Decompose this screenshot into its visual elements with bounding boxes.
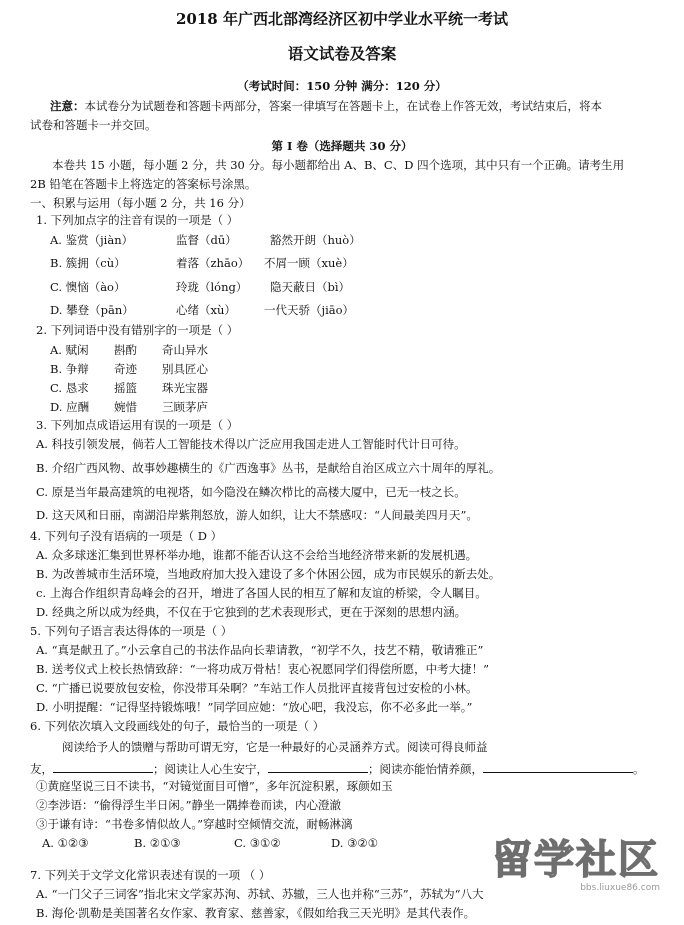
q6-passage-text: ；阅读亦能怡情养颜，: [368, 762, 483, 776]
q1-option: C. 懊恼（ào）: [50, 280, 126, 294]
q2-option: 婉惜: [114, 400, 137, 414]
q6-choice: A. ①②③: [42, 836, 89, 850]
q6-passage-1: 阅读给予人的馈赠与帮助可谓无穷，它是一种最好的心灵涵养方式。阅读可得良师益: [62, 740, 488, 754]
exam-info: （考试时间：150 分钟 满分：120 分）: [237, 79, 447, 93]
exam-subtitle: 语文试卷及答案: [287, 44, 397, 63]
q6-item: ①黄庭坚说三日不读书，“对镜觉面目可憎”，多年沉淀积累，琢颜如玉: [36, 779, 393, 793]
q2-option: C. 恳求: [50, 381, 89, 395]
q1-option: 豁然开朗（huò）: [270, 233, 361, 247]
q6-passage-text: 。: [633, 762, 645, 776]
q6-blank-1: [53, 760, 153, 773]
q4-option: B. 为改善城市生活环境，当地政府加大投入建设了多个休困公园，成为市民娱乐的新去处。: [36, 567, 501, 581]
q6-choice: B. ②①③: [134, 836, 181, 850]
notice-label: 注意：: [50, 99, 85, 113]
q2-option: 三顾茅庐: [162, 400, 208, 414]
q1-option: A. 鉴赏（jiàn）: [50, 233, 134, 247]
q5-option: C. “广播已说要放包安检，你没带耳朵啊？”车站工作人员批评直接背包过安检的小林。: [36, 681, 478, 695]
q2-option: D. 应酬: [50, 400, 90, 414]
q1-option: D. 攀登（pān）: [50, 303, 134, 317]
q3-option: D. 这天风和日丽，南湖沿岸紫荆怒放，游人如织，让大不禁感叹：“人间最美四月天”。: [36, 508, 478, 522]
q1-option: 玲珑（lóng）: [176, 280, 248, 294]
q3-stem: 3. 下列加点成语运用有误的一项是（ ）: [36, 418, 239, 432]
part1-intro-2: 2B 铅笔在答题卡上将选定的答案标号涂黑。: [30, 177, 257, 191]
q2-option: 摇篮: [114, 381, 137, 395]
q5-stem: 5. 下列句子语言表达得体的一项是（ ）: [30, 624, 233, 638]
q7-option: A. “一门父子三词客”指北宋文学家苏洵、苏轼、苏辙，三人也并称“三苏”，苏轼为“八大: [36, 887, 484, 901]
q6-item: ③于谦有诗：“书卷多情似故人。”穿越时空倾情交流，耐畅淋漓: [36, 817, 353, 831]
q2-option: 斟酌: [114, 343, 137, 357]
q1-option: 一代天骄（jiāo）: [264, 303, 355, 317]
notice-line-1: [50, 99, 602, 113]
q5-option: A. “真是献丑了。”小云拿自己的书法作品向长辈请教，“初学不久，技艺不精，敬请雅正”: [36, 643, 484, 657]
q7-option: B. 海伦·凯勒是美国著名女作家、教育家、慈善家，《假如给我三天光明》是其代表作。: [36, 906, 476, 920]
q3-option: B. 介绍广西风物、故事妙趣横生的《广西逸事》丛书，是献给自治区成立六十周年的厚礼。: [36, 461, 501, 475]
watermark-logo: 留学社区: [492, 837, 660, 883]
section-heading: 一、积累与运用（每小题 2 分，共 16 分）: [30, 196, 251, 210]
q2-option: 别具匠心: [162, 362, 208, 376]
q2-option: 奇迹: [114, 362, 137, 376]
q2-option: 珠光宝器: [162, 381, 208, 395]
q6-stem: 6. 下列依次填入文段画线处的句子，最恰当的一项是（ ）: [30, 719, 325, 733]
part1-heading: 第 I 卷（选择题共 30 分）: [271, 139, 413, 153]
q6-choice: C. ③①②: [234, 836, 281, 850]
q1-option: 监督（dū）: [176, 233, 237, 247]
q2-option: B. 争辩: [50, 362, 89, 376]
q5-option: B. 送考仪式上校长热情致辞：“一将功成万骨枯！衷心祝愿同学们得偿所愿，中考大捷！”: [36, 662, 490, 676]
q6-passage-2: [30, 760, 645, 776]
notice-line-2: 试卷和答题卡一并交回。: [30, 118, 157, 132]
q2-stem: 2. 下列词语中没有错别字的一项是（ ）: [36, 323, 239, 337]
q6-blank-3: [483, 760, 633, 773]
q1-stem: 1. 下列加点字的注音有误的一项是（ ）: [36, 213, 239, 227]
q1-option: 着落（zhāo）: [176, 256, 250, 270]
q1-option: 心绪（xù）: [176, 303, 236, 317]
q1-option: B. 簇拥（cù）: [50, 256, 126, 270]
q1-option: 隐天蔽日（bì）: [270, 280, 351, 294]
q2-option: 奇山异水: [162, 343, 208, 357]
q4-stem: 4. 下列句子没有语病的一项是（ D ）: [30, 529, 223, 543]
q5-option: D. 小明提醒：“记得坚持锻炼哦！”同学回应她：“放心吧，我没忘，你不必多此一举。”: [36, 700, 473, 714]
q6-item: ②李涉语：“偷得浮生半日闲。”静坐一隅捧卷而读，内心澄澈: [36, 798, 342, 812]
q3-option: C. 原是当年最高建筑的电视塔，如今隐没在鳞次栉比的高楼大厦中，已无一枝之长。: [36, 485, 466, 499]
q3-option: A. 科技引领发展，倘若人工智能技术得以广泛应用我国走进人工智能时代计日可待。: [36, 437, 466, 451]
part1-intro-1: 本卷共 15 小题，每小题 2 分，共 30 分。每小题都给出 A、B、C、D 四个选项，其中只有一个正确。请考生用: [52, 158, 625, 172]
q2-option: A. 赋闲: [50, 343, 89, 357]
q4-option: c. 上海合作组织青岛峰会的召开，增进了各国人民的相互了解和友谊的桥梁，令人瞩目。: [36, 586, 487, 600]
q6-choice: D. ③②①: [331, 836, 379, 850]
q7-stem: 7. 下列关于文学文化常识表述有误的一项 （ ）: [30, 868, 271, 882]
notice-text-1: 本试卷分为试题卷和答题卡两部分，答案一律填写在答题卡上，在试卷上作答无效，考试结束后，将本: [84, 99, 602, 113]
site-watermark: [480, 835, 670, 895]
q1-option: 不屑一顾（xuè）: [264, 256, 354, 270]
watermark-url: bbs.liuxue86.com: [580, 883, 660, 893]
q6-passage-text: ；阅读让人心生安宁，: [153, 762, 268, 776]
q6-blank-2: [268, 760, 368, 773]
q4-option: A. 众多球迷汇集到世界杯举办地，谁都不能否认这不会给当地经济带来新的发展机遇。: [36, 548, 478, 562]
q4-option: D. 经典之所以成为经典，不仅在于它独到的艺术表现形式，更在于深刻的思想内涵。: [36, 605, 467, 619]
q6-passage-text: 友，: [30, 762, 53, 776]
exam-title: 2018 年广西北部湾经济区初中学业水平统一考试: [176, 10, 508, 28]
